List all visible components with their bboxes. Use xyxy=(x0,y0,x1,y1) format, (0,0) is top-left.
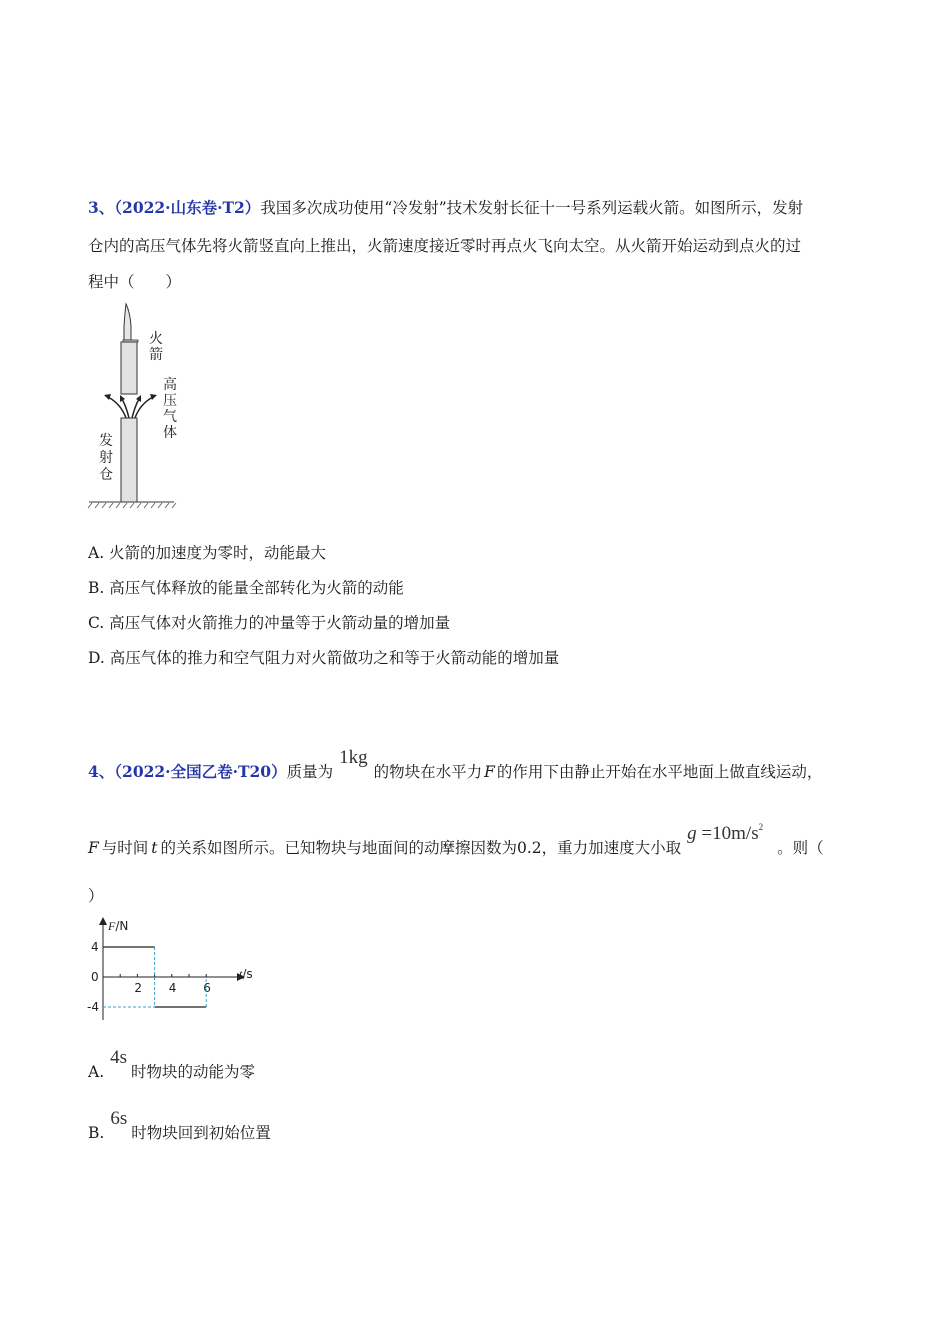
q4-source: （2022·全国乙卷·T20） xyxy=(114,762,287,781)
q4-mass: 1kg xyxy=(339,747,368,768)
y-tick-label: 4 xyxy=(91,940,99,954)
q4-line-2 xyxy=(88,822,824,860)
q4-force-time-chart xyxy=(84,912,264,1024)
y-tick-label: 0 xyxy=(91,970,99,984)
q3-rocket-figure xyxy=(84,300,189,515)
q3-number: 3、 xyxy=(88,198,115,217)
silo-label-1: 发 xyxy=(99,433,113,449)
q4-force-symbol: F xyxy=(484,763,495,781)
q4-option-a-math: 4s xyxy=(110,1047,128,1068)
q4-force-symbol-2: F xyxy=(88,839,99,857)
q4-option-b-label: B. xyxy=(88,1124,105,1142)
q4-g-exponent: 2 xyxy=(758,822,764,832)
q4-line-1 xyxy=(88,747,823,782)
q3-line-3: 程中（ ） xyxy=(88,273,182,291)
gas-label-4: 体 xyxy=(163,425,177,441)
q3-option-a[interactable]: A. 火箭的加速度为零时，动能最大 xyxy=(88,544,327,562)
q4-option-a-label: A. xyxy=(88,1063,105,1081)
launch-silo xyxy=(121,418,137,502)
gas-label-3: 气 xyxy=(163,409,177,425)
gas-label-2: 压 xyxy=(163,393,177,409)
rocket-drawing xyxy=(121,304,138,394)
rocket-label-2: 箭 xyxy=(149,347,163,363)
q4-option-a[interactable] xyxy=(88,1047,256,1083)
q4-text-d: 与时间 xyxy=(101,839,149,857)
q4-option-b-math: 6s xyxy=(110,1108,128,1129)
gas-label-1: 高 xyxy=(163,377,177,393)
q4-option-b-text: 时物块回到初始位置 xyxy=(131,1124,271,1142)
q4-text-b: 的物块在水平力 xyxy=(373,763,483,781)
silo-label-3: 仓 xyxy=(99,467,113,483)
q4-text-a: 质量为 xyxy=(286,763,334,781)
y-tick-label: -4 xyxy=(87,1000,99,1014)
q4-g-symbol: g xyxy=(687,823,697,844)
q4-text-f: 。则（ xyxy=(777,839,824,857)
q4-option-b[interactable] xyxy=(88,1108,271,1144)
q4-text-c: 的作用下由静止开始在水平地面上做直线运动， xyxy=(496,763,823,781)
q3-text-1: 我国多次成功使用“冷发射”技术发射长征十一号系列运载火箭。如图所示，发射 xyxy=(260,199,804,217)
x-axis-label: t/s xyxy=(239,967,253,981)
q4-time-symbol: t xyxy=(151,839,158,857)
x-tick-label: 4 xyxy=(168,981,177,995)
q4-g-value: =10m/s xyxy=(701,823,759,844)
q3-line-2: 仓内的高压气体先将火箭竖直向上推出，火箭速度接近零时再点火飞向太空。从火箭开始运动到点火的过 xyxy=(88,237,802,255)
q3-option-c[interactable]: C. 高压气体对火箭推力的冲量等于火箭动量的增加量 xyxy=(88,614,451,632)
gas-arrows xyxy=(108,397,153,418)
q3-source: （2022·山东卷·T2） xyxy=(114,198,261,217)
q4-gravity xyxy=(687,823,763,844)
q4-option-a-text: 时物块的动能为零 xyxy=(131,1063,256,1081)
q3-option-b[interactable]: B. 高压气体释放的能量全部转化为火箭的动能 xyxy=(88,579,404,597)
x-tick-label: 2 xyxy=(134,981,143,995)
y-axis-label: F/N xyxy=(108,919,129,933)
q4-number: 4、 xyxy=(88,762,115,781)
silo-label-2: 射 xyxy=(99,450,113,466)
x-tick-label: 6 xyxy=(203,981,211,995)
q3-option-d[interactable]: D. 高压气体的推力和空气阻力对火箭做功之和等于火箭动能的增加量 xyxy=(88,649,560,667)
q3-line-1 xyxy=(88,198,803,218)
rocket-label-1: 火 xyxy=(149,331,163,347)
q4-text-e: 的关系如图所示。已知物块与地面间的动摩擦因数为0.2，重力加速度大小取 xyxy=(160,839,682,857)
q4-line-3: ） xyxy=(88,887,104,905)
